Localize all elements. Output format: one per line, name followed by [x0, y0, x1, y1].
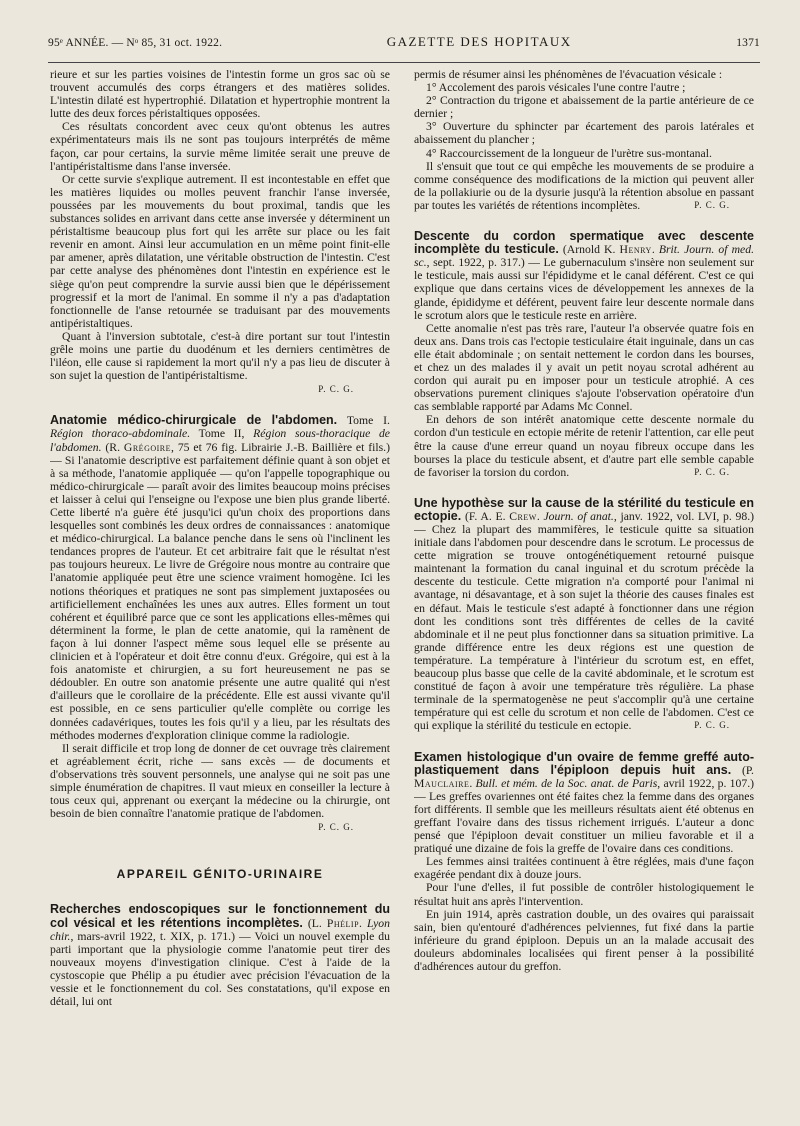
article-body: Anatomie médico-chirurgicale de l'abdomen. Tome I. Région thoraco-abdominale. Tome II, Région sous-thoracique de l'abdomen. (R. Grégoire, 75 et 76 fig. Librairie J.-B. Baillière et fils.) — Si l'anatomie descriptive est parfaitement définie quant à son objet et à sa méthode, l'anatomie appliquée — qu'on l'appelle topographique ou médico-chirurgicale — paraît avoir des limites beaucoup moins précises et laisser à celui qui l'enseigne ou l'expose une bien plus grande liberté. Cette liberté n'a guère été jusqu'ici qu'un choix des proportions dans lesquelles sont combinés les deux ordres de connaissances : anatomique et médico-chirurgical. La balance penche dans le sens où l'inclinent les tendances propres de l'auteur. Et cet arbitraire fait que le résultat n'est pas toujours heureux. Le livre de Grégoire nous montre au contraire que l'anatomie appliquée peut être une science vraiment homogène. Ici les notions théoriques et pratiques ne sont pas simplement juxtaposées ou artificiellement enchaînées les unes aux autres. Elles forment un tout cohérent et équilibré parce que ce sont les applications elles-mêmes qui déterminent la forme, le plan de cette anatomie, qui la ramènent de façon à lui donner l'aspect même sous lequel elle se présente au clinicien et à l'opérateur et doit être connu d'eux. Grégoire, qui est à la fois anatomiste et chirurgien, a su fort heureusement ne pas se dédoubler. En outre son anatomie présente une autre qualité qui n'est d'ailleurs que le corollaire de la précédente. Elle est aussi vivante qu'il est possible, en ce sens particulier qu'elle complète ou corrige les données cadavériques, toutes les fois qu'il y a lieu, par les résultats des méthodes modernes d'exploration clinique comme la radiologie.: [50, 413, 390, 742]
article-paragraph: En juin 1914, après castration double, un des ovaires qui paraissait sain, bien qu'entouré d'adhérences pelviennes, fut fixé dans la partie inférieure du grand épiploon. Depuis un an la malade accusait des douleurs abdominales localisées qui firent penser à la possibilité d'adhérences autour du greffon.: [414, 907, 754, 973]
article-paragraph: Les femmes ainsi traitées continuent à être réglées, mais d'une façon exagérée pendant dix à douze jours.: [414, 855, 754, 882]
article-paragraph: En dehors de son intérêt anatomique cette descente normale du cordon d'un testicule en ectopie mérite de retenir l'attention, car elle peut être la cause d'une erreur quand un noyau fibreux occupe dans les bourses la place du testicule absent, et d'autre part elle semble capable de favoriser la torsion du cordon. P. C. G.: [414, 413, 754, 479]
article-examen: [414, 751, 754, 974]
continuation-paragraph: Ces résultats concordent avec ceux qu'ont obtenus les autres expérimentateurs mais ils ne sont pas toujours interprétés de même façon, car pour certains, la survie même limitée serait une preuve de l'antipéristaltisme dans l'anse inversée.: [50, 120, 390, 173]
article-title: Descente du cordon spermatique avec descente incomplète du testicule.: [414, 229, 754, 257]
article-author: Phélip: [326, 916, 360, 930]
article-recherches: [50, 903, 390, 1008]
article-body: Une hypothèse sur la cause de la stérilité du testicule en ectopie. (F. A. E. Crew. Journ. of anat., janv. 1922, vol. LVI, p. 98.) — Chez la plupart des mammifères, le testicule quitte sa situation initiale dans l'abdomen pour descendre dans le scrotum. Le processus de cette migration se trouve ontogénétiquement retourné puisque maintenant la formation du canal inguinal et du scrotum précède la descente du testicule. Cette migration n'a comporté pour l'animal ni avantage, ni désavantage, et à son sujet la théorie des causes finales est en défaut. Mais le testicule s'est adapté à fonctionner dans une région dont les conditions sont très différentes de celles de la cavité abdominale et il ne peut plus fonctionner dans sa situation primitive. La grande différence entre les deux régions est une question de température. La température à l'intérieur du scrotum est, en effet, beaucoup plus basse que celle de la cavité abdominale, et le scrotum est constitué de façon à avoir une température très régulière. La phase terminale de la spermatogenèse ne peut s'accomplir qu'à une certaine température qui est celle du scrotum et non celle de l'abdomen. C'est ce qui explique la stérilité du testicule en ectopie. P. C. G.: [414, 495, 754, 733]
header-rule: [48, 62, 760, 63]
article-descente: [414, 230, 754, 479]
article-body: Descente du cordon spermatique avec descente incomplète du testicule. (Arnold K. Henry. Brit. Journ. of med. sc., sept. 1922, p. 317.) — Le gubernaculum s'insère non seulement sur le testicule, mais aussi sur l'épididyme et le canal déférent. C'est ce qui explique que dans certains vices de développement les annexes de la glande, épididyme et déférent, peuvent faire leur descente normale dans le scrotum alors que le testicule reste en arrière.: [414, 229, 754, 322]
article-signature: P. C. G.: [694, 466, 730, 477]
article-title: Examen histologique d'un ovaire de femme greffé auto-plastiquement dans l'épiploon depuis huit ans.: [414, 749, 754, 777]
journal-title: GAZETTE DES HOPITAUX: [386, 34, 572, 49]
article-title: Anatomie médico-chirurgicale de l'abdomen.: [50, 413, 338, 428]
page-header: [48, 34, 760, 54]
article-author: Crew: [509, 509, 537, 523]
page-number: 1371: [736, 37, 760, 49]
right-column: [414, 68, 754, 1120]
article-body: Recherches endoscopiques sur le fonctionnement du col vésical et les rétentions incomplètes. (L. Phélip. Lyon chir., mars-avril 1922, t. XIX, p. 171.) — Voici un nouvel exemple du parti important que la physiologie comme l'anatomie peut tirer des nouveaux moyens d'investigation clinique. C'est à l'aide de la cystoscopie que Phélip a pu étudier avec précision l'évacuation de la vessie et le fonctionnement du col. Ses constatations, qu'il expose en détail, lui ont: [50, 902, 390, 1009]
list-item: 3° Ouverture du sphincter par écartement des parois latérales et abaissement du plancher ;: [414, 120, 754, 147]
continuation-paragraph: Or cette survie s'explique autrement. Il est incontestable en effet que les matières liquides ou molles peuvent franchir l'anse inversée, poussées par les mouvements du bout proximal, tandis que les substances solides en arrivant dans cette anse inversée y déterminent un péristaltisme beaucoup plus fort qui les arrête sur place ou les fait revenir en amont. Ainsi leur accumulation en un même point finit-elle par amener, après dilatation, une véritable obstruction de l'intestin. C'est par cette analyse des phénomènes dont l'intestin en expérience est le siège qu'on peut comprendre la survie aussi bien que le dépérissement progressif et la mort de l'animal. En somme il n'y a pas d'adaptation fonctionnelle de l'anse retournée se traduisant par des mouvements antipéristaltiques.: [50, 172, 390, 330]
continuation-paragraph: Il s'ensuit que tout ce qui empêche les mouvements de se produire a comme conséquence des modifications de la miction qui peuvent aller de la pollakiurie ou de la dysurie jusqu'à la rétention absolue en passant par toutes les variétés de rétentions incomplètes. P. C. G.: [414, 159, 754, 212]
article-signature: P. C. G.: [318, 384, 354, 395]
continuation-paragraph: rieure et sur les parties voisines de l'intestin forme un gros sac où se trouvent accumulés des corps étrangers et des matières solides. L'intestin dilaté est hypertrophié. Dilatation et hypertrophie montrent la lutte des deux forces péristaltiques opposées.: [50, 68, 390, 121]
article-author: Mauclaire: [414, 776, 470, 790]
article-hypothese: [414, 497, 754, 733]
article-author: Grégoire: [123, 440, 172, 454]
continuation-paragraph: Quant à l'inversion subtotale, c'est-à dire portant sur tout l'intestin grêle moins une partie du duodénum et les derniers centimètres de l'iléon, elle cause si rapidement la mort qu'il n'y a pas lieu de discuter à son sujet la question de l'antipéristaltisme.: [50, 329, 390, 383]
article-title: Recherches endoscopiques sur le fonctionnement du col vésical et les rétentions incomplètes.: [50, 902, 390, 930]
article-paragraph: Pour l'une d'elles, il fut possible de contrôler histologiquement le résultat huit ans après l'intervention.: [414, 881, 754, 908]
article-paragraph: Cette anomalie n'est pas très rare, l'auteur l'a observée quatre fois en deux ans. Dans trois cas l'ectopie testiculaire était inguinale, dans un cas elle était abdominale ; on sentait nettement le cordon dans les bourses, et chez un des malades il y avait un petit noyau scrotal adhérent au cordon qui aurait pu en imposer pour un testicule atrophié. A ces observations purement cliniques s'ajoute l'observation opératoire d'un cas semblable rapporté par Adams Mc Connel.: [414, 321, 754, 414]
issue-info: 95ᵉ ANNÉE. — Nᵒ 85, 31 oct. 1922.: [48, 37, 223, 49]
article-signature: P. C. G.: [694, 720, 730, 731]
section-title: APPAREIL GÉNITO-URINAIRE: [116, 867, 324, 882]
list-item: 1° Accolement des parois vésicales l'une contre l'autre ;: [426, 81, 686, 95]
article-title: Une hypothèse sur la cause de la stérilité du testicule en ectopie.: [414, 495, 754, 523]
article-anatomie: [50, 414, 390, 834]
article-paragraph: Il serait difficile et trop long de donner de cet ouvrage très clairement et agréablement écrit, riche — sans excès — de documents et d'observations très souvent personnels, une analyse qui ne soit pas une simple énumération de chapitres. Il vaut mieux en conseiller la lecture à tous ceux qui, apprenant ou exerçant la médecine ou la chirurgie, ont besoin de bien connaître l'anatomie pratique de l'abdomen.: [50, 741, 390, 821]
list-item: 4° Raccourcissement de la longueur de l'urètre sus-montanal.: [426, 146, 712, 160]
list-item: 2° Contraction du trigone et abaissement de la partie antérieure de ce dernier ;: [414, 94, 754, 121]
article-signature: P. C. G.: [318, 822, 354, 833]
article-body: Examen histologique d'un ovaire de femme greffé auto-plastiquement dans l'épiploon depuis huit ans. (P. Mauclaire. Bull. et mém. de la Soc. anat. de Paris, avril 1922, p. 107.) — Les greffes ovariennes ont été faites chez la femme dans des organes fort différents. Il semble que les meilleurs résultats aient été obtenus en greffant l'ovaire dans des tissus richement irrigués. L'auteur a donc pensé que l'épiploon devait constituer un milieu favorable et il a pratiqué une dizaine de fois la greffe de l'ovaire dans ces conditions.: [414, 749, 754, 856]
continuation-paragraph: permis de résumer ainsi les phénomènes de l'évacuation vésicale :: [414, 68, 723, 81]
article-signature: P. C. G.: [694, 199, 730, 210]
left-column: [50, 68, 390, 1120]
article-author: Henry: [619, 243, 652, 257]
